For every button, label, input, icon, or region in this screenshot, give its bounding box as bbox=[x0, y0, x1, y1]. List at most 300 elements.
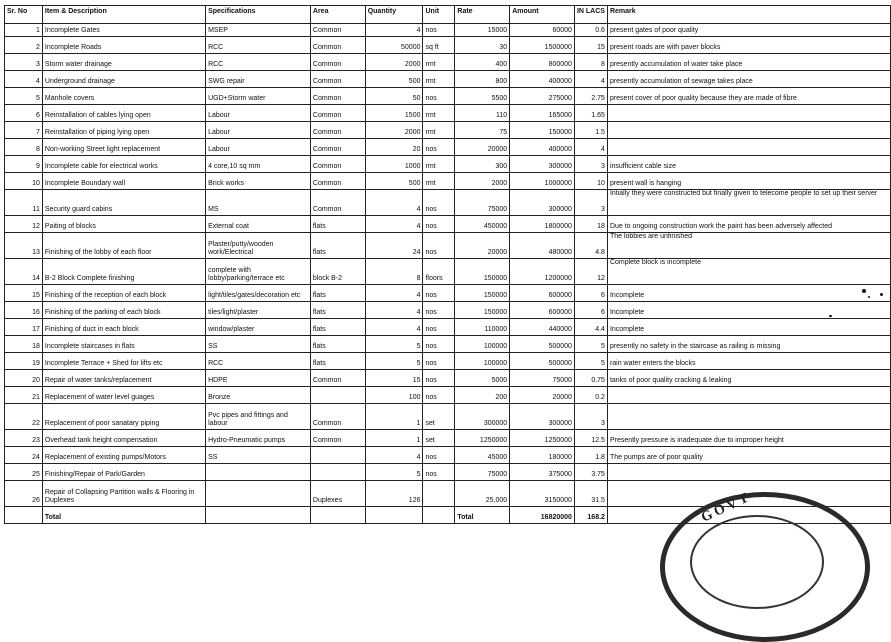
total-rate-label: Total bbox=[455, 507, 510, 524]
cell-lacs: 3 bbox=[574, 190, 607, 216]
cell-remark: Due to ongoing construction work the paint has been adversely affected bbox=[607, 216, 890, 233]
header-sr-no: Sr. No bbox=[5, 6, 43, 24]
cell-unit: nos bbox=[423, 370, 455, 387]
header-rate: Rate bbox=[455, 6, 510, 24]
cell-item: Reinstallation of cables lying open bbox=[42, 105, 205, 122]
table-row bbox=[5, 37, 891, 54]
cell-lacs: 0.2 bbox=[574, 387, 607, 404]
cell-qty: 1000 bbox=[365, 156, 423, 173]
cell-rate: 45000 bbox=[455, 447, 510, 464]
cell-item: Underground drainage bbox=[42, 71, 205, 88]
cell-unit: rmt bbox=[423, 54, 455, 71]
cell-rate: 2000 bbox=[455, 173, 510, 190]
cell-sr: 9 bbox=[5, 156, 43, 173]
cell-amount: 440000 bbox=[510, 319, 575, 336]
cell-sr: 17 bbox=[5, 319, 43, 336]
cell-rate: 150000 bbox=[455, 259, 510, 285]
cell-item: Repair of Collapsing Partition walls & Flooring in Duplexes bbox=[42, 481, 205, 507]
header-area: Area bbox=[310, 6, 365, 24]
cell-sr: 2 bbox=[5, 37, 43, 54]
cell-unit: nos bbox=[423, 353, 455, 370]
cell-spec: complete with lobby/parking/terrace etc bbox=[206, 259, 311, 285]
table-row bbox=[5, 88, 891, 105]
cell-lacs: 4 bbox=[574, 139, 607, 156]
cell-unit bbox=[423, 481, 455, 507]
cell-amount: 300000 bbox=[510, 404, 575, 430]
cell-item: Replacement of water level guages bbox=[42, 387, 205, 404]
cell-amount: 3150000 bbox=[510, 481, 575, 507]
table-row bbox=[5, 190, 891, 216]
cell-sr: 18 bbox=[5, 336, 43, 353]
cell-sr: 22 bbox=[5, 404, 43, 430]
cell-amount: 1200000 bbox=[510, 259, 575, 285]
cell-amount: 1250000 bbox=[510, 430, 575, 447]
cell-rate: 20000 bbox=[455, 139, 510, 156]
cell-qty: 8 bbox=[365, 259, 423, 285]
cell-amount: 1000000 bbox=[510, 173, 575, 190]
cell-area: flats bbox=[310, 216, 365, 233]
cell-sr: 16 bbox=[5, 302, 43, 319]
cell-remark: Incomplete bbox=[607, 285, 890, 302]
total-label: Total bbox=[42, 507, 205, 524]
cell-remark: Incomplete bbox=[607, 319, 890, 336]
cell-unit: sq ft bbox=[423, 37, 455, 54]
cell-qty: 2000 bbox=[365, 54, 423, 71]
cell-sr: 23 bbox=[5, 430, 43, 447]
cell-remark: tanks of poor quality cracking & leaking bbox=[607, 370, 890, 387]
cell-spec: SWG repair bbox=[206, 71, 311, 88]
cell-area: Common bbox=[310, 430, 365, 447]
table-row bbox=[5, 54, 891, 71]
cell-spec: Hydro-Pneumatic pumps bbox=[206, 430, 311, 447]
cell-remark bbox=[607, 122, 890, 139]
cell-amount: 800000 bbox=[510, 54, 575, 71]
cell-rate: 300000 bbox=[455, 404, 510, 430]
cell-remark: Intially they were constructed but finally given to telecome people to set up their server bbox=[607, 190, 890, 216]
cell-item: Finishing of the lobby of each floor bbox=[42, 233, 205, 259]
cell-rate: 100000 bbox=[455, 336, 510, 353]
table-row bbox=[5, 259, 891, 285]
table-row bbox=[5, 216, 891, 233]
cell-spec: window/plaster bbox=[206, 319, 311, 336]
ink-spot bbox=[829, 315, 832, 317]
cell-area: flats bbox=[310, 233, 365, 259]
cell-item: Incomplete cable for electrical works bbox=[42, 156, 205, 173]
cell-amount: 150000 bbox=[510, 122, 575, 139]
cell-unit: nos bbox=[423, 464, 455, 481]
cell-remark: Complete block is incomplete bbox=[607, 259, 890, 285]
cell-lacs: 6 bbox=[574, 285, 607, 302]
cell-sr: 11 bbox=[5, 190, 43, 216]
cell-area: Common bbox=[310, 88, 365, 105]
cell-unit: rmt bbox=[423, 122, 455, 139]
cell-item: Replacement of poor sanatary piping bbox=[42, 404, 205, 430]
cell-lacs: 4.4 bbox=[574, 319, 607, 336]
table-row bbox=[5, 370, 891, 387]
cell-remark: present gates of poor quality bbox=[607, 24, 890, 37]
cell-spec: Pvc pipes and fittings and labour bbox=[206, 404, 311, 430]
cell-area: flats bbox=[310, 336, 365, 353]
cell-item: Incomplete Gates bbox=[42, 24, 205, 37]
table-row bbox=[5, 404, 891, 430]
cell-amount: 1800000 bbox=[510, 216, 575, 233]
cell-spec: SS bbox=[206, 447, 311, 464]
cell-rate: 15000 bbox=[455, 24, 510, 37]
cell-rate: 100000 bbox=[455, 353, 510, 370]
cell-item: Incomplete Boundary wall bbox=[42, 173, 205, 190]
cell-rate: 300 bbox=[455, 156, 510, 173]
cell-rate: 75000 bbox=[455, 464, 510, 481]
table-row bbox=[5, 387, 891, 404]
cell-item: Finishing/Repair of Park/Garden bbox=[42, 464, 205, 481]
cell-item: Finishing of the reception of each block bbox=[42, 285, 205, 302]
cell-area: Common bbox=[310, 122, 365, 139]
cell-remark: present roads are with paver blocks bbox=[607, 37, 890, 54]
table-row bbox=[5, 156, 891, 173]
table-row bbox=[5, 285, 891, 302]
cell-amount: 600000 bbox=[510, 285, 575, 302]
cell-unit: rmt bbox=[423, 105, 455, 122]
cell-remark: present cover of poor quality because they are made of fibre bbox=[607, 88, 890, 105]
cell-area: flats bbox=[310, 302, 365, 319]
cell-area: flats bbox=[310, 285, 365, 302]
cell-item: Security guard cabins bbox=[42, 190, 205, 216]
cell-spec: Labour bbox=[206, 105, 311, 122]
cell-area: Common bbox=[310, 404, 365, 430]
cell-item: Replacement of existing pumps/Motors bbox=[42, 447, 205, 464]
cell-spec: Bronze bbox=[206, 387, 311, 404]
cell-sr: 8 bbox=[5, 139, 43, 156]
cell-area: Common bbox=[310, 54, 365, 71]
cell-spec: HDPE bbox=[206, 370, 311, 387]
cell-item: B-2 Block Complete finishing bbox=[42, 259, 205, 285]
header-unit: Unit bbox=[423, 6, 455, 24]
cell-rate: 5000 bbox=[455, 370, 510, 387]
cell-amount: 60000 bbox=[510, 24, 575, 37]
table-row bbox=[5, 481, 891, 507]
table-row bbox=[5, 71, 891, 88]
cell-lacs: 1.65 bbox=[574, 105, 607, 122]
cell-item: Reinstallation of piping lying open bbox=[42, 122, 205, 139]
cell-amount: 600000 bbox=[510, 302, 575, 319]
cell-area: Common bbox=[310, 24, 365, 37]
total-remark-cell bbox=[607, 507, 890, 524]
cell-item: Non-working Street light replacement bbox=[42, 139, 205, 156]
cell-sr: 12 bbox=[5, 216, 43, 233]
cell-item: Overhead tank height compensation bbox=[42, 430, 205, 447]
table-row bbox=[5, 447, 891, 464]
cell-area: Common bbox=[310, 105, 365, 122]
cell-unit: nos bbox=[423, 24, 455, 37]
cell-qty: 500 bbox=[365, 71, 423, 88]
cell-lacs: 31.5 bbox=[574, 481, 607, 507]
cell-qty: 5 bbox=[365, 336, 423, 353]
estimate-table bbox=[4, 5, 891, 524]
cell-spec bbox=[206, 481, 311, 507]
cell-rate: 110000 bbox=[455, 319, 510, 336]
ink-spot bbox=[880, 293, 883, 296]
cell-lacs: 8 bbox=[574, 54, 607, 71]
total-qty-cell bbox=[365, 507, 423, 524]
cell-sr: 5 bbox=[5, 88, 43, 105]
cell-remark bbox=[607, 105, 890, 122]
header-amount: Amount bbox=[510, 6, 575, 24]
cell-sr: 15 bbox=[5, 285, 43, 302]
cell-lacs: 0.75 bbox=[574, 370, 607, 387]
cell-qty: 15 bbox=[365, 370, 423, 387]
cell-unit: nos bbox=[423, 139, 455, 156]
cell-unit: set bbox=[423, 430, 455, 447]
header-remark: Remark bbox=[607, 6, 890, 24]
table-row bbox=[5, 139, 891, 156]
cell-remark: presently accumulation of sewage takes place bbox=[607, 71, 890, 88]
cell-rate: 150000 bbox=[455, 302, 510, 319]
cell-area bbox=[310, 387, 365, 404]
cell-amount: 165000 bbox=[510, 105, 575, 122]
cell-unit: set bbox=[423, 404, 455, 430]
table-row bbox=[5, 430, 891, 447]
official-stamp-inner-ring bbox=[690, 515, 824, 609]
cell-sr: 7 bbox=[5, 122, 43, 139]
cell-area: Common bbox=[310, 190, 365, 216]
cell-area: flats bbox=[310, 353, 365, 370]
table-header-row bbox=[5, 6, 891, 24]
total-row bbox=[5, 507, 891, 524]
total-spec-cell bbox=[206, 507, 311, 524]
cell-area: Common bbox=[310, 37, 365, 54]
cost-estimate-sheet bbox=[4, 5, 891, 524]
stamp-lettering: GOVT bbox=[699, 489, 754, 526]
cell-remark: presently accumulation of water take place bbox=[607, 54, 890, 71]
cell-lacs: 5 bbox=[574, 336, 607, 353]
cell-amount: 20000 bbox=[510, 387, 575, 404]
table-row bbox=[5, 233, 891, 259]
table-row bbox=[5, 122, 891, 139]
cell-rate: 150000 bbox=[455, 285, 510, 302]
cell-qty: 100 bbox=[365, 387, 423, 404]
cell-spec: RCC bbox=[206, 37, 311, 54]
cell-rate: 1250000 bbox=[455, 430, 510, 447]
cell-sr: 4 bbox=[5, 71, 43, 88]
table-body bbox=[5, 24, 891, 507]
cell-qty: 4 bbox=[365, 447, 423, 464]
cell-qty: 20 bbox=[365, 139, 423, 156]
cell-remark: present wall is hanging bbox=[607, 173, 890, 190]
cell-rate: 25,000 bbox=[455, 481, 510, 507]
cell-remark: rain water enters the blocks bbox=[607, 353, 890, 370]
cell-sr: 13 bbox=[5, 233, 43, 259]
cell-remark: insufficient cable size bbox=[607, 156, 890, 173]
cell-spec: Labour bbox=[206, 122, 311, 139]
cell-lacs: 1.8 bbox=[574, 447, 607, 464]
total-area-cell bbox=[310, 507, 365, 524]
ink-spot bbox=[868, 296, 870, 298]
cell-spec: RCC bbox=[206, 353, 311, 370]
cell-area bbox=[310, 447, 365, 464]
cell-unit: nos bbox=[423, 190, 455, 216]
total-amount: 16820000 bbox=[510, 507, 575, 524]
cell-qty: 50000 bbox=[365, 37, 423, 54]
cell-qty: 24 bbox=[365, 233, 423, 259]
table-row bbox=[5, 319, 891, 336]
cell-qty: 2000 bbox=[365, 122, 423, 139]
cell-unit: nos bbox=[423, 216, 455, 233]
cell-lacs: 4 bbox=[574, 71, 607, 88]
cell-rate: 30 bbox=[455, 37, 510, 54]
cell-unit: nos bbox=[423, 336, 455, 353]
cell-spec: MSEP bbox=[206, 24, 311, 37]
cell-amount: 1500000 bbox=[510, 37, 575, 54]
cell-spec: External coat bbox=[206, 216, 311, 233]
cell-unit: rmt bbox=[423, 156, 455, 173]
ink-spot bbox=[862, 289, 866, 293]
cell-remark: The lobbies are unfinished bbox=[607, 233, 890, 259]
cell-qty: 1 bbox=[365, 430, 423, 447]
cell-lacs: 2.75 bbox=[574, 88, 607, 105]
cell-remark: Presently pressure is inadequate due to improper height bbox=[607, 430, 890, 447]
cell-sr: 10 bbox=[5, 173, 43, 190]
cell-qty: 500 bbox=[365, 173, 423, 190]
cell-spec: RCC bbox=[206, 54, 311, 71]
cell-remark: Incomplete bbox=[607, 302, 890, 319]
cell-qty: 4 bbox=[365, 285, 423, 302]
cell-spec: SS bbox=[206, 336, 311, 353]
cell-lacs: 4.8 bbox=[574, 233, 607, 259]
cell-lacs: 0.6 bbox=[574, 24, 607, 37]
cell-unit: nos bbox=[423, 233, 455, 259]
cell-lacs: 12.5 bbox=[574, 430, 607, 447]
cell-item: Manhole covers bbox=[42, 88, 205, 105]
cell-remark bbox=[607, 464, 890, 481]
cell-area: Common bbox=[310, 71, 365, 88]
table-row bbox=[5, 353, 891, 370]
cell-area: Common bbox=[310, 156, 365, 173]
cell-qty: 4 bbox=[365, 24, 423, 37]
cell-qty: 5 bbox=[365, 353, 423, 370]
cell-qty: 1 bbox=[365, 404, 423, 430]
cell-remark bbox=[607, 139, 890, 156]
cell-lacs: 3 bbox=[574, 156, 607, 173]
table-row bbox=[5, 173, 891, 190]
cell-spec: 4 core,10 sq mm bbox=[206, 156, 311, 173]
cell-amount: 375000 bbox=[510, 464, 575, 481]
cell-spec: Labour bbox=[206, 139, 311, 156]
cell-unit: nos bbox=[423, 302, 455, 319]
cell-spec: Brick works bbox=[206, 173, 311, 190]
cell-amount: 300000 bbox=[510, 156, 575, 173]
cell-item: Incomplete staircases in flats bbox=[42, 336, 205, 353]
cell-rate: 800 bbox=[455, 71, 510, 88]
cell-qty: 1500 bbox=[365, 105, 423, 122]
cell-rate: 450000 bbox=[455, 216, 510, 233]
cell-qty: 5 bbox=[365, 464, 423, 481]
cell-spec: tiles/light/plaster bbox=[206, 302, 311, 319]
cell-area: block B-2 bbox=[310, 259, 365, 285]
cell-amount: 75000 bbox=[510, 370, 575, 387]
cell-unit: nos bbox=[423, 387, 455, 404]
cell-sr: 20 bbox=[5, 370, 43, 387]
total-unit-cell bbox=[423, 507, 455, 524]
cell-sr: 14 bbox=[5, 259, 43, 285]
cell-qty: 50 bbox=[365, 88, 423, 105]
cell-remark bbox=[607, 404, 890, 430]
cell-item: Incomplete Terrace + Shed for lifts etc bbox=[42, 353, 205, 370]
cell-unit: nos bbox=[423, 88, 455, 105]
header-quantity: Quantity bbox=[365, 6, 423, 24]
cell-lacs: 3 bbox=[574, 404, 607, 430]
cell-lacs: 10 bbox=[574, 173, 607, 190]
cell-amount: 400000 bbox=[510, 71, 575, 88]
cell-amount: 275000 bbox=[510, 88, 575, 105]
cell-lacs: 18 bbox=[574, 216, 607, 233]
cell-remark: presently no safety in the staircase as railing is missing bbox=[607, 336, 890, 353]
cell-sr: 21 bbox=[5, 387, 43, 404]
cell-sr: 1 bbox=[5, 24, 43, 37]
cell-qty: 126 bbox=[365, 481, 423, 507]
cell-lacs: 15 bbox=[574, 37, 607, 54]
cell-unit: rmt bbox=[423, 71, 455, 88]
cell-area: Common bbox=[310, 173, 365, 190]
header-specifications: Specifications bbox=[206, 6, 311, 24]
cell-rate: 110 bbox=[455, 105, 510, 122]
cell-rate: 20000 bbox=[455, 233, 510, 259]
cell-lacs: 6 bbox=[574, 302, 607, 319]
cell-rate: 200 bbox=[455, 387, 510, 404]
cell-spec: MS bbox=[206, 190, 311, 216]
cell-sr: 26 bbox=[5, 481, 43, 507]
table-row bbox=[5, 105, 891, 122]
cell-sr: 6 bbox=[5, 105, 43, 122]
cell-remark bbox=[607, 481, 890, 507]
cell-remark bbox=[607, 387, 890, 404]
cell-sr: 25 bbox=[5, 464, 43, 481]
cell-qty: 4 bbox=[365, 190, 423, 216]
cell-sr: 24 bbox=[5, 447, 43, 464]
cell-item: Finishing of the parking of each block bbox=[42, 302, 205, 319]
cell-remark: The pumps are of poor quality bbox=[607, 447, 890, 464]
cell-amount: 300000 bbox=[510, 190, 575, 216]
cell-area: Common bbox=[310, 370, 365, 387]
cell-item: Repair of water tanks/replacement bbox=[42, 370, 205, 387]
cell-spec: light/tiles/gates/decoration etc bbox=[206, 285, 311, 302]
cell-item: Finishing of duct in each block bbox=[42, 319, 205, 336]
cell-amount: 500000 bbox=[510, 353, 575, 370]
header-in-lacs: IN LACS bbox=[574, 6, 607, 24]
table-row bbox=[5, 24, 891, 37]
cell-rate: 75 bbox=[455, 122, 510, 139]
cell-lacs: 12 bbox=[574, 259, 607, 285]
cell-lacs: 1.5 bbox=[574, 122, 607, 139]
cell-unit: rmt bbox=[423, 173, 455, 190]
cell-qty: 4 bbox=[365, 319, 423, 336]
cell-qty: 4 bbox=[365, 216, 423, 233]
cell-unit: nos bbox=[423, 285, 455, 302]
cell-unit: nos bbox=[423, 447, 455, 464]
cell-amount: 400000 bbox=[510, 139, 575, 156]
total-sr-cell bbox=[5, 507, 43, 524]
cell-sr: 19 bbox=[5, 353, 43, 370]
cell-area: Common bbox=[310, 139, 365, 156]
cell-rate: 400 bbox=[455, 54, 510, 71]
header-item: Item & Description bbox=[42, 6, 205, 24]
cell-unit: floors bbox=[423, 259, 455, 285]
cell-area: flats bbox=[310, 319, 365, 336]
cell-item: Incomplete Roads bbox=[42, 37, 205, 54]
cell-rate: 75000 bbox=[455, 190, 510, 216]
cell-item: Paiting of blocks bbox=[42, 216, 205, 233]
cell-amount: 180000 bbox=[510, 447, 575, 464]
cell-amount: 500000 bbox=[510, 336, 575, 353]
